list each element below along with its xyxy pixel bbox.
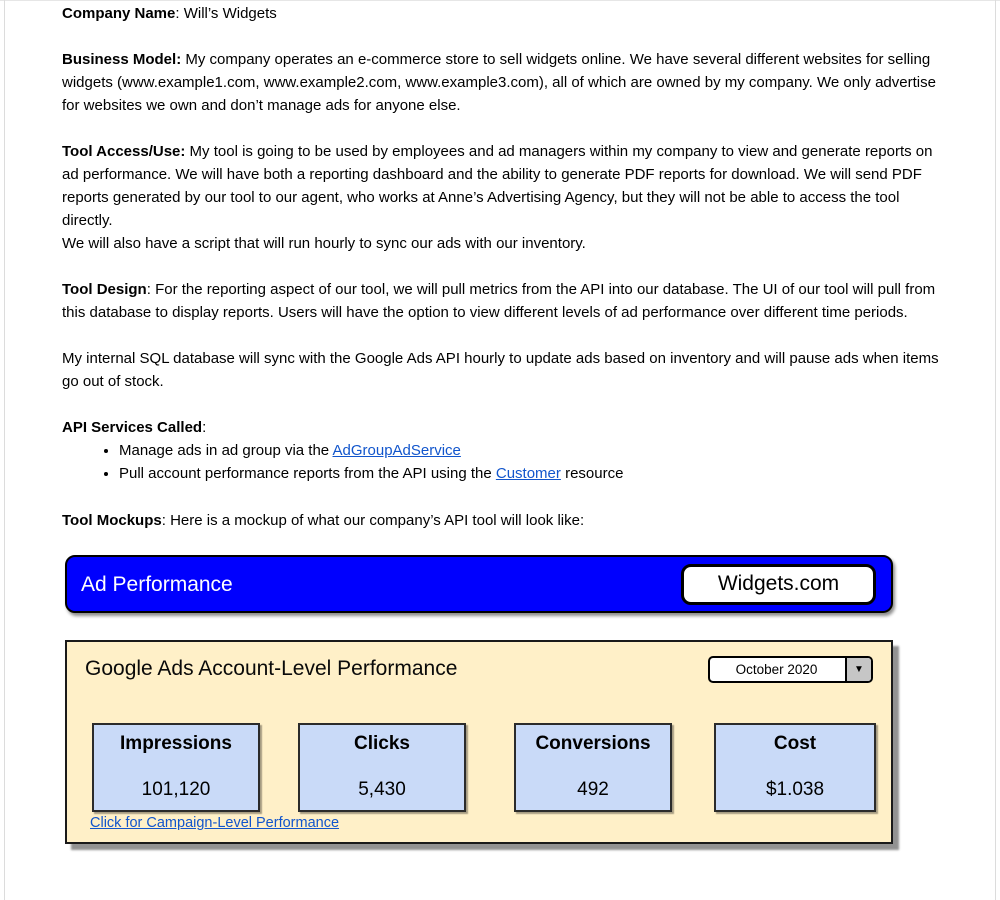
metric-card-cost	[714, 723, 876, 812]
tool-mockups-label: Tool Mockups	[62, 512, 162, 529]
page-left-edge	[4, 0, 5, 900]
adgroupadservice-link[interactable]: AdGroupAdService	[332, 442, 461, 459]
company-name-value: : Will’s Widgets	[175, 5, 277, 22]
campaign-level-performance-link[interactable]: Click for Campaign-Level Performance	[90, 815, 340, 831]
company-name-label: Company Name	[62, 5, 176, 22]
customer-link[interactable]: Customer	[495, 465, 561, 482]
tool-access-text-line2: We will also have a script that will run hourly to sync our ads with our inventory.	[62, 235, 586, 252]
bullet-text: Pull account performance reports from the API using the	[119, 465, 496, 482]
metric-card-clicks	[298, 723, 466, 812]
account-performance-panel	[65, 640, 893, 844]
metric-card-conversions	[514, 723, 672, 812]
paragraph-tool-access	[62, 140, 939, 255]
month-dropdown[interactable]	[708, 656, 873, 683]
metric-cards-row	[67, 723, 891, 813]
business-model-text: My company operates an e-commerce store to sell widgets online. We have several different websites for selling widgets (www.example1.com, www.example2.com, www.example3.com), all of which are owned by my company. We only advertise for websites we own and don’t manage ads for anyone else.	[62, 51, 936, 114]
metric-value: 492	[577, 779, 609, 800]
api-services-colon: :	[202, 419, 207, 436]
api-services-list	[62, 439, 939, 485]
chevron-down-icon[interactable]: ▼	[845, 658, 871, 681]
list-item	[119, 462, 939, 485]
panel-title: Google Ads Account-Level Performance	[85, 657, 458, 680]
tool-mockups-text: : Here is a mockup of what our company’s API tool will look like:	[161, 512, 585, 529]
metric-card-impressions	[92, 723, 260, 812]
paragraph-tool-mockups	[62, 509, 939, 532]
tool-design-text: : For the reporting aspect of our tool, we will pull metrics from the API into our database. The UI of our tool will pull from this database to display reports. Users will have the option to view different levels of ad performance over different time periods.	[62, 281, 936, 321]
widgets-com-button[interactable]: Widgets.com	[681, 564, 876, 605]
paragraph-tool-design	[62, 278, 939, 324]
bullet-text: Manage ads in ad group via the	[119, 442, 333, 459]
bullet-text: resource	[560, 465, 624, 482]
paragraph-api-services-heading	[62, 416, 939, 439]
mockup-header-title: Ad Performance	[81, 572, 233, 596]
document-body	[62, 2, 939, 844]
metric-value: 5,430	[358, 779, 406, 800]
api-services-label: API Services Called	[62, 419, 203, 436]
business-model-label: Business Model:	[62, 51, 182, 68]
list-item	[119, 439, 939, 462]
tool-design-label: Tool Design	[62, 281, 147, 298]
tool-access-label: Tool Access/Use:	[62, 143, 186, 160]
tool-access-text: My tool is going to be used by employees and ad managers within my company to view and generate reports on ad performance. We will have both a reporting dashboard and the ability to generate PDF reports for download. We will send PDF reports generated by our tool to our agent, who works at Anne’s Advertising Agency, but they will not be able to access the tool directly.	[62, 143, 933, 229]
metric-label: Conversions	[535, 733, 651, 754]
page-top-edge	[0, 0, 1000, 1]
metric-label: Clicks	[354, 733, 410, 754]
paragraph-company-name	[62, 2, 939, 25]
mockup-header-bar	[65, 555, 893, 613]
page-right-edge	[995, 0, 996, 900]
metric-label: Impressions	[120, 733, 232, 754]
sql-note-text: My internal SQL database will sync with the Google Ads API hourly to update ads based on inventory and will pause ads when items go out of stock.	[62, 350, 939, 390]
metric-value: 101,120	[141, 779, 211, 800]
paragraph-business-model	[62, 48, 939, 117]
metric-label: Cost	[773, 733, 817, 754]
paragraph-sql-note	[62, 347, 939, 393]
metric-value: $1.038	[765, 779, 825, 800]
month-dropdown-value: October 2020	[735, 662, 818, 677]
